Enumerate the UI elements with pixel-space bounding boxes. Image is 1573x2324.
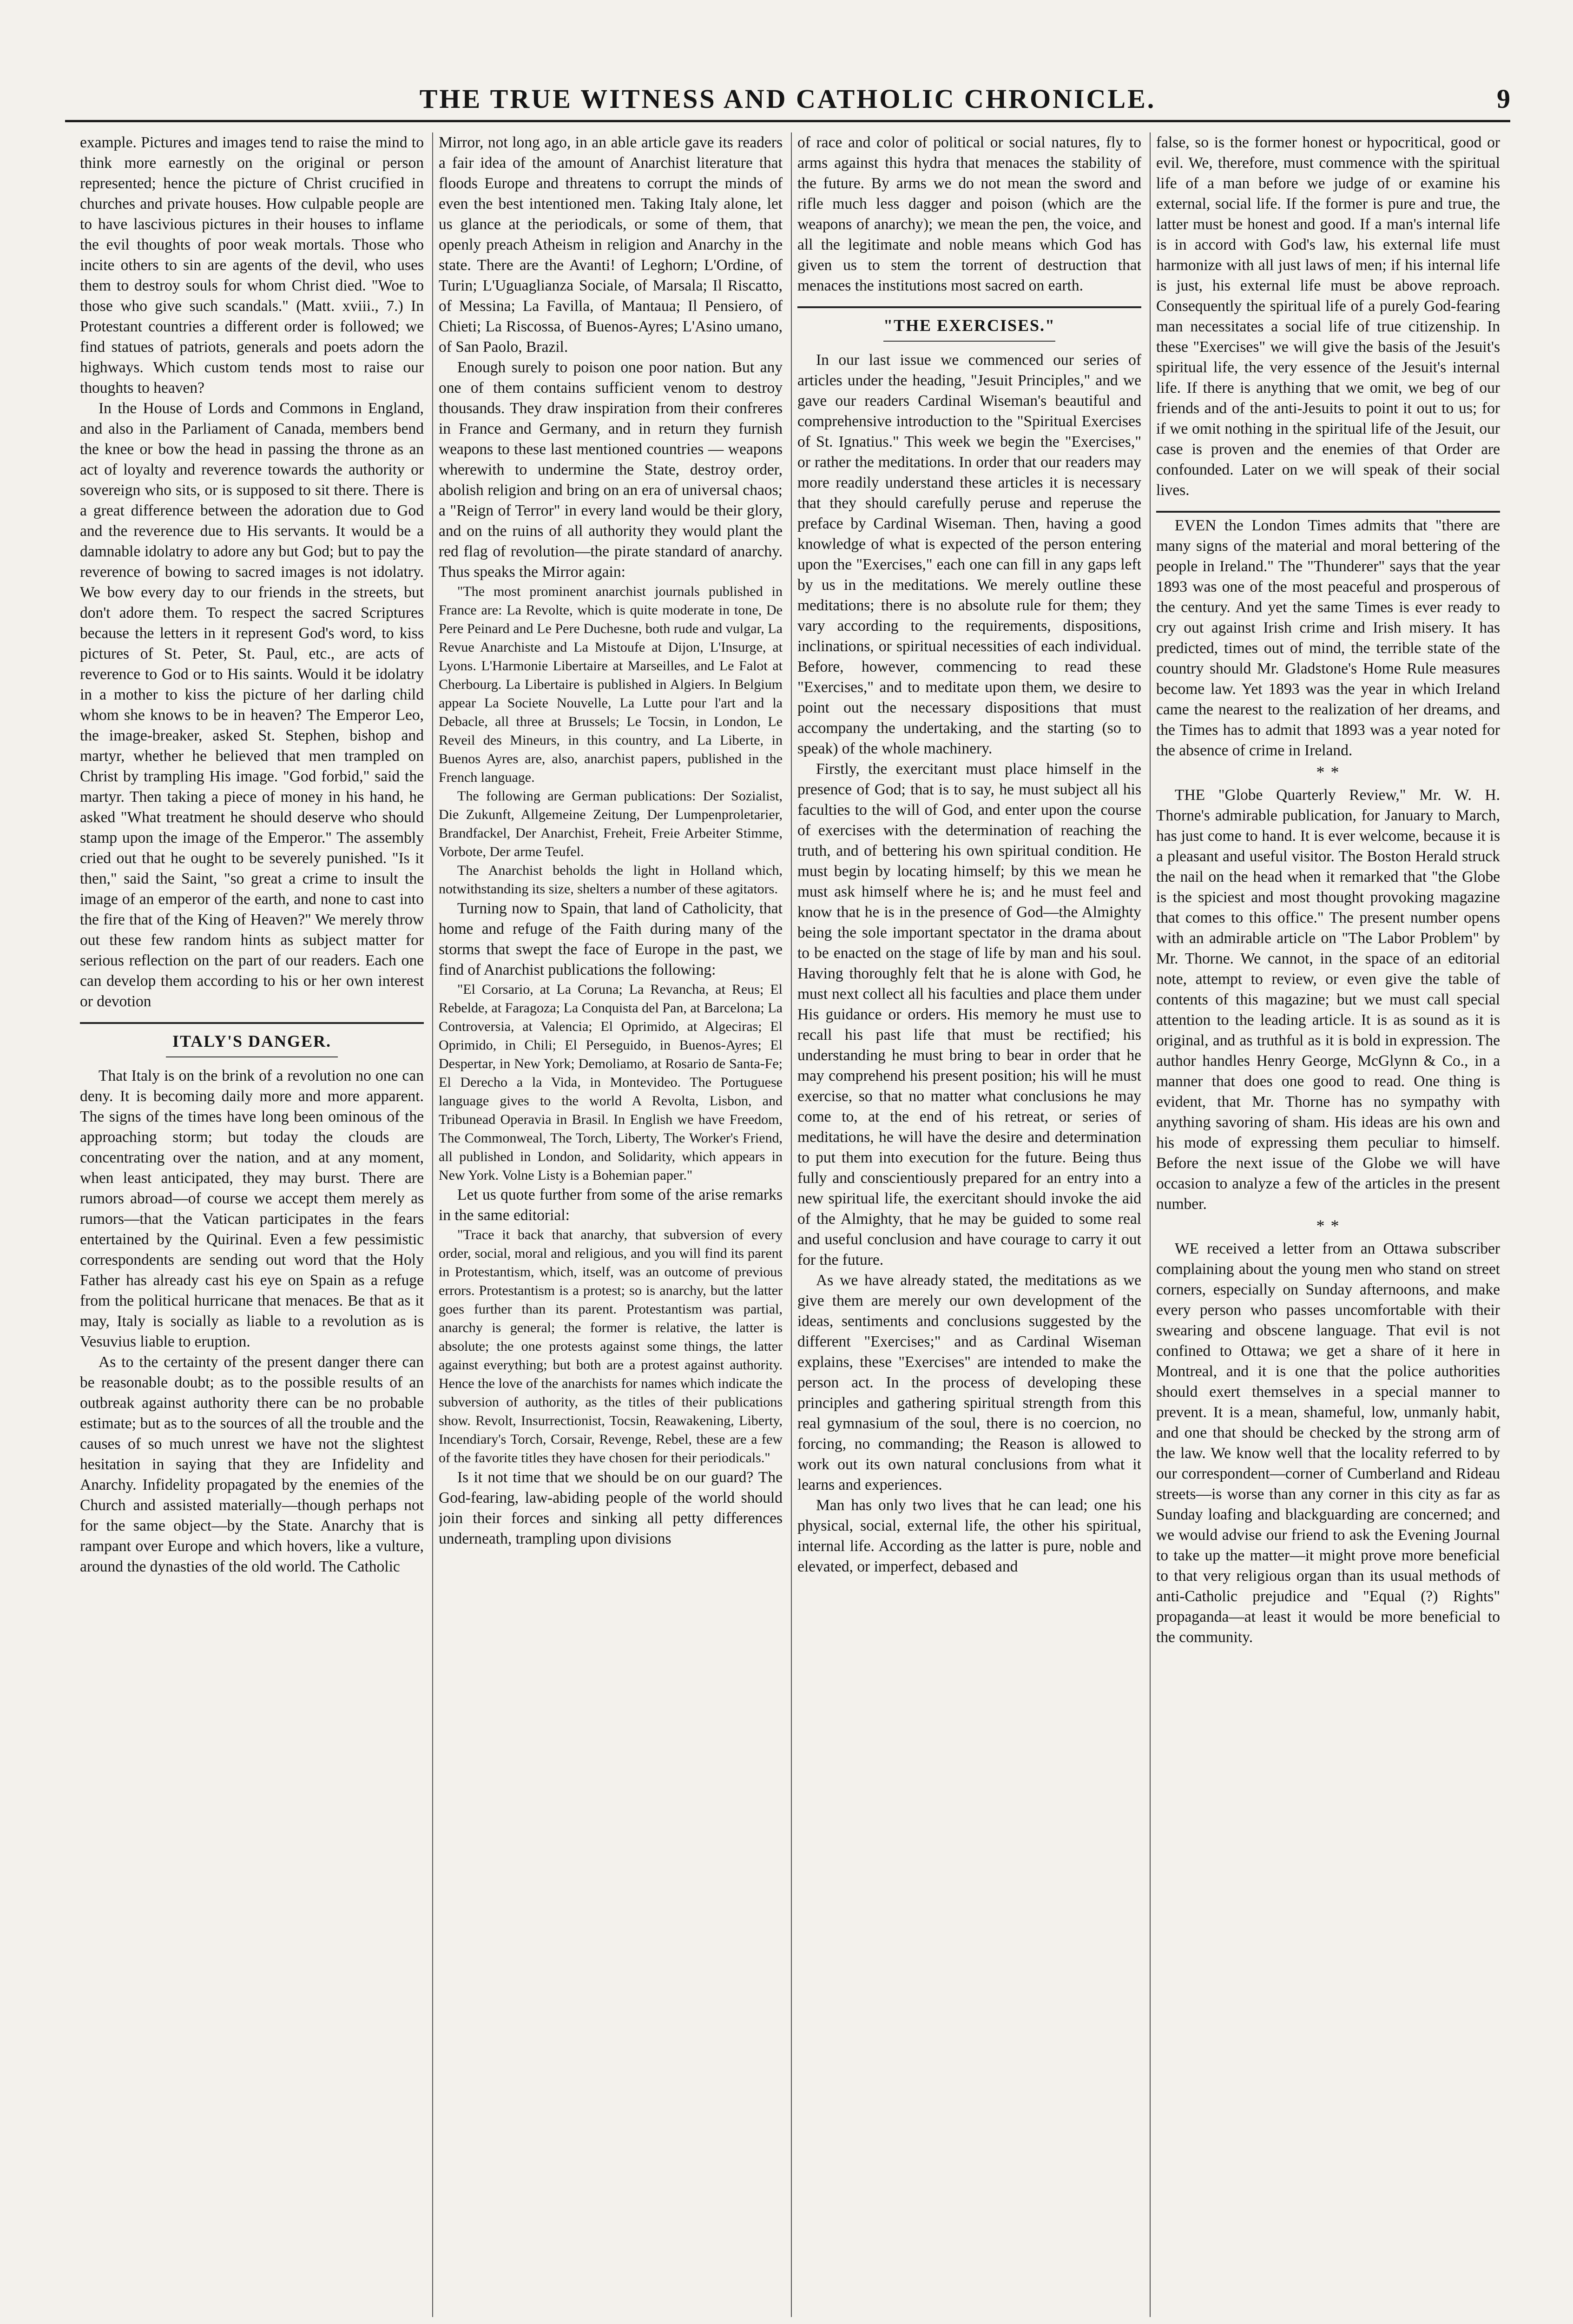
section-rule: [797, 306, 1141, 308]
column-2: [439, 132, 783, 2317]
paragraph: Let us quote further from some of the arise remarks in the same editorial:: [439, 1186, 783, 1224]
paragraph: As we have already stated, the meditations as we give them are merely our own development of the ideas, sentiments and conclusions suggested by the different "Exercises;" and as Cardinal Wiseman explains, these "Exercises" are intended to make the person act. In the process of developing these principles and gathering spiritual strength from this real gymnasium of the soul, there is no coercion, no forcing, no commanding; the Reason is allowed to work out its own natural conclusions from what it learns and experiences.: [797, 1272, 1141, 1493]
short-rule: [883, 341, 1055, 342]
quoted-paragraph: "Trace it back that anarchy, that subversion of every order, social, moral and religious, and you will find its parent in Protestantism, which, itself, was an outcome of previous errors. Protestantism is a protest; so is anarchy, but the latter goes further than its parent. Protestantism was partial, anarchy is general; the former is relative, the latter is absolute; the one protests against some things, the latter against everything; but both are a protest against authority. Hence the love of the anarchists for names which indicate the subversion of authority, as the titles of their publications show. Revolt, Insurrectionist, Tocsin, Reawakening, Liberty, Incendiary's Torch, Corsair, Revenge, Rebel, these are a few of the favorite titles they have chosen for their periodicals.": [439, 1227, 783, 1466]
paragraph: WE received a letter from an Ottawa subscriber complaining about the young men who stand on street corners, especially on Sunday afternoons, and make every person who passes uncomfortable with their swearing and obscene language. That evil is not confined to Ottawa; we get a share of it here in Montreal, and it is one that the police authorities should exert themselves in a special manner to prevent. It is a mean, shameful, low, unmanly habit, and one that should be checked by the strong arm of the law. We know well that the locality referred to by our correspondent—corner of Cumberland and Rideau streets—is worse than any corner in this city as far as Sunday loafing and blackguarding are concerned; and we would advise our friend to ask the Evening Journal to take up the matter—it might prove more beneficial to that very religious organ than its usual methods of anti-Catholic prejudice and "Equal (?) Rights" propaganda—at least it would be more beneficial to the community.: [1156, 1240, 1500, 1646]
page-number: 9: [1497, 84, 1510, 114]
column-divider: [1150, 132, 1151, 2317]
column-divider: [791, 132, 792, 2317]
section-rule: [80, 1022, 424, 1024]
paragraph: Man has only two lives that he can lead; one his physical, social, external life, the other his spiritual, internal life. According as the latter is pure, noble and elevated, or imperfect, debased and: [797, 1497, 1141, 1575]
asterism: * *: [1316, 1216, 1340, 1235]
paragraph: THE "Globe Quarterly Review," Mr. W. H. Thorne's admirable publication, for January to March, has just come to hand. It is ever welcome, because it is a pleasant and useful visitor. The Boston Herald struck the nail on the head when it remarked that "the Globe is the spiciest and most thought provoking magazine that comes to this office." The present number opens with an admirable article on "The Labor Problem" by Mr. Thorne. We cannot, in the space of an editorial note, attempt to review, or even give the table of contents of this magazine; but we must call special attention to the leading article. It is as sound as it is original, and as truthful as it is bold in expression. The author handles Henry George, McGlynn & Co., in a manner that does one good to read. One thing is evident, that Mr. Thorne has no sympathy with anything savoring of sham. His ideas are his own and his mode of expressing them peculiar to himself. Before the next issue of the Globe we will have occasion to analyze a few of the articles in the present number.: [1156, 786, 1500, 1213]
paragraph: of race and color of political or social natures, fly to arms against this hydra that menaces the stability of the future. By arms we do not mean the sword and rifle much less dagger and poison (which are the weapons of anarchy); we mean the pen, the voice, and all the legitimate and noble means which God has given us to stem the torrent of destruction that menaces the institutions most sacred on earth.: [797, 134, 1141, 294]
quoted-paragraph: The Anarchist beholds the light in Holland which, notwithstanding its size, shelters a number of these agitators.: [439, 863, 783, 897]
paragraph: As to the certainty of the present danger there can be reasonable doubt; as to the possible results of an outbreak against authority there can be no probable estimate; but as to the sources of all the trouble and the causes of so much unrest we have not the slightest hesitation in saying that they are Infidelity and Anarchy. Infidelity propagated by the enemies of the Church and assisted materially—though perhaps not for the same object—by the State. Anarchy that is rampant over Europe and which hovers, like a vulture, around the dynasties of the old world. The Catholic: [80, 1353, 424, 1575]
paragraph: EVEN the London Times admits that "there are many signs of the material and moral bettering of the people in Ireland." The "Thunderer" says that the year 1893 was one of the most peaceful and prosperous of the century. And yet the same Times is ever ready to cry out against Irish crime and Irish misery. It has predicted, times out of mind, the terrible state of the country should Mr. Gladstone's Home Rule measures become law. Yet 1893 was the year in which Ireland came the nearest to the realization of her dreams, and the Times has to admit that 1893 was a year noted for the absence of crime in Ireland.: [1156, 517, 1500, 759]
column-4: [1156, 132, 1500, 2317]
quoted-paragraph: "The most prominent anarchist journals published in France are: La Revolte, which is quite moderate in tone, De Pere Peinard and Le Pere Duchesne, both rude and vulgar, La Revue Anarchiste and La Mistoufe at Dijon, L'Insurge, at Lyons. L'Harmonie Libertaire at Marseilles, and Le Falot at Cherbourg. La Libertaire is published in Algiers. In Belgium appear La Societe Nouvelle, La Lutte pour l'art and la Debacle, all three at Brussels; Le Tocsin, in London, Le Reveil des Mineurs, in this country, and La Liberte, in Buenos Ayres are, also, anarchist papers, published in the French language.: [439, 584, 783, 785]
paragraph: Turning now to Spain, that land of Catholicity, that home and refuge of the Faith during many of the storms that swept the face of Europe in the past, we find of Anarchist publications the following:: [439, 900, 783, 978]
paragraph: example. Pictures and images tend to raise the mind to think more earnestly on the original or person represented; hence the picture of Christ crucified in churches and private houses. How culpable people are to have lascivious pictures in their houses to inflame the evil thoughts of poor weak mortals. Those who incite others to sin are agents of the devil, who uses them to destroy souls for whom Christ died. "Woe to those who give such scandals." (Matt. xviii., 7.) In Protestant countries a different order is followed; we find statues of patriots, generals and poets adorn the highways. Which custom tends most to raise our thoughts to heaven?: [80, 134, 424, 396]
section-rule: [1156, 511, 1500, 513]
quoted-paragraph: The following are German publications: Der Sozialist, Die Zukunft, Allgemeine Zeitung, Der Lumpenproletarier, Brandfackel, Der Anarchist, Freheit, Freie Arbeiter Stimme, Vorbote, Der arme Teufel.: [439, 788, 783, 859]
article-heading-italys-danger: ITALY'S DANGER.: [172, 1032, 332, 1050]
paragraph: In our last issue we commenced our series of articles under the heading, "Jesuit Principles," and we gave our readers Cardinal Wiseman's beautiful and comprehensive introduction to the "Spiritual Exercises of St. Ignatius." This week we begin the "Exercises," or rather the meditations. In order that our readers may more readily understand these articles it is necessary that they should carefully peruse and reperuse the preface by Cardinal Wiseman. Then, having a good knowledge of what is expected of the person entering upon the "Exercises," each one can fill in any gaps left by us in the meditations. We merely outline these meditations; there is no absolute rule for them; they vary according to the requirements, dispositions, inclinations, or spiritual necessities of each individual. Before, however, commencing to read these "Exercises," and to meditate upon them, we desire to point out the necessary dispositions that must accompany the undertaking, and the starting (so to speak) of the whole machinery.: [797, 351, 1141, 757]
paragraph: Is it not time that we should be on our guard? The God-fearing, law-abiding people of the world should join their forces and sinking all petty differences underneath, trampling upon divisions: [439, 1469, 783, 1547]
paragraph: false, so is the former honest or hypocritical, good or evil. We, therefore, must commence with the spiritual life of a man before we judge of or examine his external, social life. If the former is pure and true, the latter must be honest and good. If a man's internal life is in accord with God's law, his external life must harmonize with all just laws of men; if his internal life is just, his external life must be above reproach. Consequently the spiritual life of a purely God-fearing man necessitates a social life of true citizenship. In these "Exercises" we will give the basis of the Jesuit's spiritual life, the very essence of the Jesuit's internal life. If there is anything that we omit, we beg of our friends and of the anti-Jesuits to point it out to us; for if we omit nothing in the spiritual life of the Jesuit, our case is proven and the enemies of that Order are confounded. Later on we will speak of their social lives.: [1156, 134, 1500, 499]
paragraph: In the House of Lords and Commons in England, and also in the Parliament of Canada, members bend the knee or bow the head in passing the throne as an act of loyalty and reverence towards the authority or sovereign who sits, or is supposed to sit there. There is a great difference between the adoration due to God and the reverence due to His servants. It would be a damnable idolatry to adore any but God; but to pay the reverence of bowing to sacred images is not idolatry. We bow every day to our friends in the streets, but don't adore them. To respect the sacred Scriptures because the letters in it represent God's word, to kiss pictures of St. Peter, St. Paul, etc., are acts of reverence to God or to His saints. Would it be idolatry in a mother to kiss the picture of her darling child whom she knows to be in heaven? The Emperor Leo, the image-breaker, asked St. Stephen, bishop and martyr, whether he believed that men trampled on Christ by trampling His image. "God forbid," said the martyr. Then taking a piece of money in his hand, he asked "What treatment he should deserve who should stamp upon the image of the Emperor." The assembly cried out that he ought to be severely punished. "Is it then," said the Saint, "so great a crime to insult the image of an emperor of the earth, and none to cast into the fire that of the King of Heaven?" We merely throw out these few random hints as subject matter for serious reflection on the part of our readers. Each one can develop them according to his or her own interest or devotion: [80, 400, 424, 1010]
article-heading-the-exercises: "THE EXERCISES.": [883, 316, 1056, 335]
paragraph: Enough surely to poison one poor nation. But any one of them contains sufficient venom to destroy thousands. They draw inspiration from their confreres in France and Germany, and in return they furnish weapons to these last mentioned countries — weapons wherewith to undermine the State, destroy order, abolish religion and bring on an era of universal chaos; a "Reign of Terror" in every land would be their glory, and on the ruins of all authority they would plant the red flag of revolution—the pirate standard of anarchy. Thus speaks the Mirror again:: [439, 359, 783, 581]
masthead: [65, 83, 1510, 122]
newspaper-title: THE TRUE WITNESS AND CATHOLIC CHRONICLE.: [419, 84, 1156, 114]
column-1: [80, 132, 424, 2317]
asterism: * *: [1316, 763, 1340, 781]
short-rule: [166, 1056, 338, 1057]
quoted-paragraph: "El Corsario, at La Coruna; La Revancha, at Reus; El Rebelde, at Faragoza; La Conquista del Pan, at Barcelona; La Controversia, at Valencia; El Oprimido, at Algeciras; El Oprimido, in Chili; El Perseguido, in Buenos-Ayres; El Despertar, in New York; Demoliamo, at Rosario de Santa-Fe; El Derecho a la Vida, in Montevideo. The Portuguese language gives to the world A Revolta, Lisbon, and Tribunead Operavia in Brasil. In English we have Freedom, The Commonweal, The Torch, Liberty, The Worker's Friend, all published in London, and Solidarity, which appears in New York. Volne Listy is a Bohemian paper.": [439, 982, 783, 1183]
column-3: [797, 132, 1141, 2317]
paragraph: Firstly, the exercitant must place himself in the presence of God; that is to say, he must subject all his faculties to the will of God, and enter upon the course of exercises with the determination of reaching the truth, and of bettering his own spiritual condition. He must begin by locating himself; by this we mean he must ask himself where he is; and he must feel and know that he is in the presence of God—the Almighty being the sole important spectator in the drama about to be enacted on the stage of life by man and his soul. Having thoroughly felt that he is alone with God, he must next collect all his faculties and place them under His guidance or orders. His memory he must use to recall his past life that must be rectified; his understanding he must bring to bear in order that he may comprehend his present position; his will he must exercise, so that no matter what conclusions he may come to, at the end of his retreat, or series of meditations, he will have the desire and determination to put them into execution for the future. Being thus fully and conscientiously prepared for an entry into a new spiritual life, the exercitant should invoke the aid of the Almighty, that he may be guided to some real and useful conclusion and have courage to carry it out for the future.: [797, 760, 1141, 1268]
paragraph: That Italy is on the brink of a revolution no one can deny. It is becoming daily more and more apparent. The signs of the times have long been ominous of the approaching storm; but today the clouds are concentrating over the nation, and at any moment, when least anticipated, they may burst. There are rumors abroad—of course we accept them merely as rumors—that the Vatican participates in the fears entertained by the Quirinal. Even a few pessimistic correspondents are sending out word that the Holy Father has already cast his eye on Spain as a refuge from the political hurricane that menaces. Be that as it may, Italy is socially as liable to a revolution as is Vesuvius liable to eruption.: [80, 1067, 424, 1350]
column-divider: [432, 132, 433, 2317]
paragraph: Mirror, not long ago, in an able article gave its readers a fair idea of the amount of Anarchist literature that floods Europe and threatens to corrupt the minds of even the best intentioned men. Taking Italy alone, let us glance at the periodicals, or some of them, that openly preach Atheism in religion and Anarchy in the state. There are the Avanti! of Leghorn; L'Ordine, of Turin; L'Uguaglianza Sociale, of Marsala; Il Riscatto, of Messina; La Favilla, of Mantaua; Il Pensiero, of Chieti; La Riscossa, of Buenos-Ayres; L'Asino umano, of San Paolo, Brazil.: [439, 134, 783, 356]
